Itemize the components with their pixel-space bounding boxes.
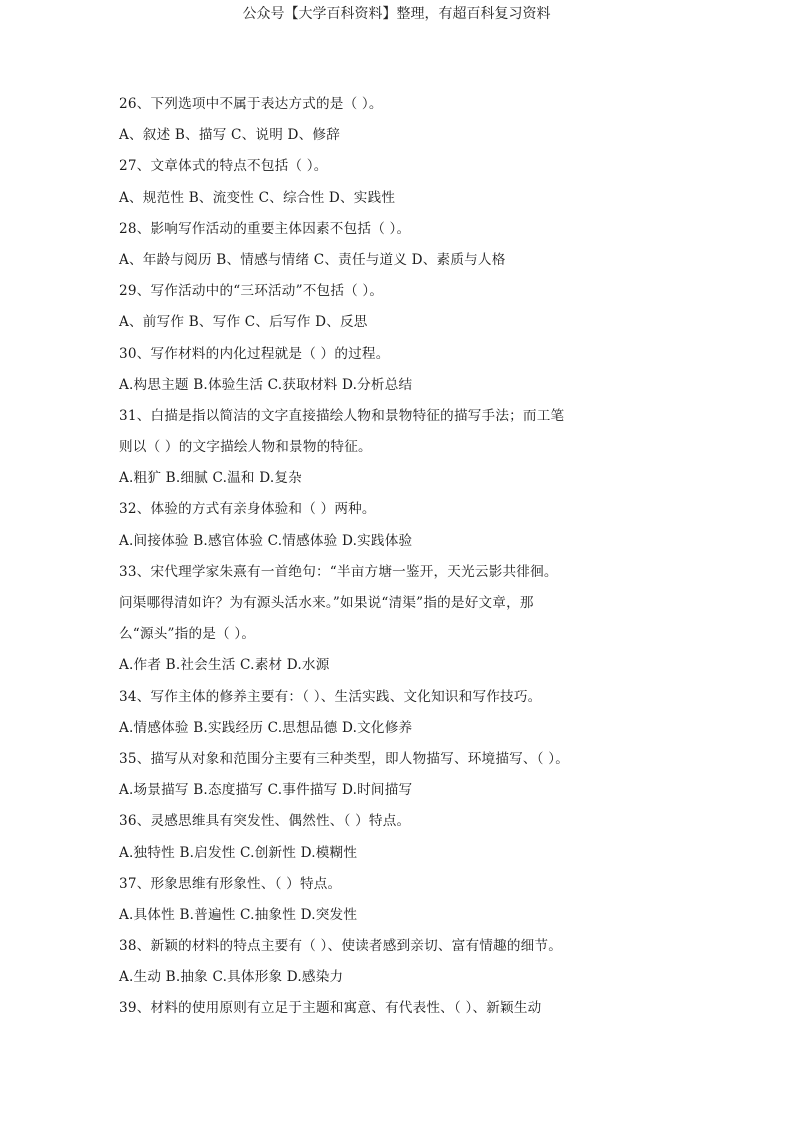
question-item [119,682,599,744]
question-text: 29、写作活动中的“三环活动”不包括（ ）。 [119,283,384,300]
question-options: A.场景描写 B.态度描写 C.事件描写 D.时间描写 [119,782,413,799]
question-text-continued: 问渠哪得清如许？为有源头活水来。”如果说“清渠”指的是好文章，那 [119,595,534,611]
question-item [119,744,599,806]
question-text-continued: 么“源头”指的是（ ）。 [119,626,256,643]
question-text: 35、描写从对象和范围分主要有三种类型，即人物描写、环境描写、（ ）。 [119,750,570,767]
question-text: 37、形象思维有形象性、（ ）特点。 [119,875,342,892]
question-text: 30、写作材料的内化过程就是（ ）的过程。 [119,345,390,362]
question-text: 34、写作主体的修养主要有：（ ）、生活实践、文化知识和写作技巧。 [119,688,542,705]
question-item [119,869,599,931]
question-options: A.作者 B.社会生活 C.素材 D.水源 [119,657,330,674]
question-options: A、前写作 B、写作 C、后写作 D、反思 [119,314,368,331]
question-options: A.独特性 B.启发性 C.创新性 D.模糊性 [119,844,358,861]
question-text: 33、宋代理学家朱熹有一首绝句：“半亩方塘一鉴开，天光云影共徘徊。 [119,563,558,580]
question-item [119,806,599,868]
question-item [119,931,599,993]
question-text: 27、文章体式的特点不包括（ ）。 [119,158,328,175]
question-options: A.情感体验 B.实践经历 C.思想品德 D.文化修养 [119,719,413,736]
question-text: 26、下列选项中不属于表达方式的是（ ）。 [119,96,383,112]
question-options: A、叙述 B、描写 C、说明 D、修辞 [119,127,340,144]
question-item [119,214,599,276]
question-item [119,339,599,401]
question-item [119,276,599,338]
question-options: A.构思主题 B.体验生活 C.获取材料 D.分析总结 [119,376,413,393]
question-options: A、规范性 B、流变性 C、综合性 D、实践性 [119,189,396,206]
question-text: 38、新颖的材料的特点主要有（ ）、使读者感到亲切、富有情趣的细节。 [119,938,563,955]
question-text: 32、体验的方式有亲身体验和（ ）两种。 [119,501,376,518]
question-text: 39、材料的使用原则有立足于主题和寓意、有代表性、（ ）、新颖生动 [119,1000,542,1017]
question-item [119,494,599,556]
question-text-continued: 则以（ ）的文字描绘人物和景物的特征。 [119,439,372,456]
page-header: 公众号【大学百科资料】整理，有超百科复习资料 [242,6,551,22]
question-options: A、年龄与阅历 B、情感与情绪 C、责任与道义 D、素质与人格 [119,251,506,268]
question-list [119,89,599,1025]
question-item [119,557,599,682]
question-item [119,401,599,495]
question-options: A.间接体验 B.感官体验 C.情感体验 D.实践体验 [119,532,413,549]
question-item [119,151,599,213]
question-text: 36、灵感思维具有突发性、偶然性、（ ）特点。 [119,813,411,830]
question-options: A.生动 B.抽象 C.具体形象 D.感染力 [119,969,344,986]
question-text: 28、影响写作活动的重要主体因素不包括（ ）。 [119,220,411,237]
question-item [119,89,599,151]
question-options: A.具体性 B.普遍性 C.抽象性 D.突发性 [119,906,358,923]
question-item [119,993,599,1024]
question-text: 31、白描是指以简洁的文字直接描绘人物和景物特征的描写手法；而工笔 [119,407,565,424]
question-options: A.粗犷 B.细腻 C.温和 D.复杂 [119,470,302,487]
